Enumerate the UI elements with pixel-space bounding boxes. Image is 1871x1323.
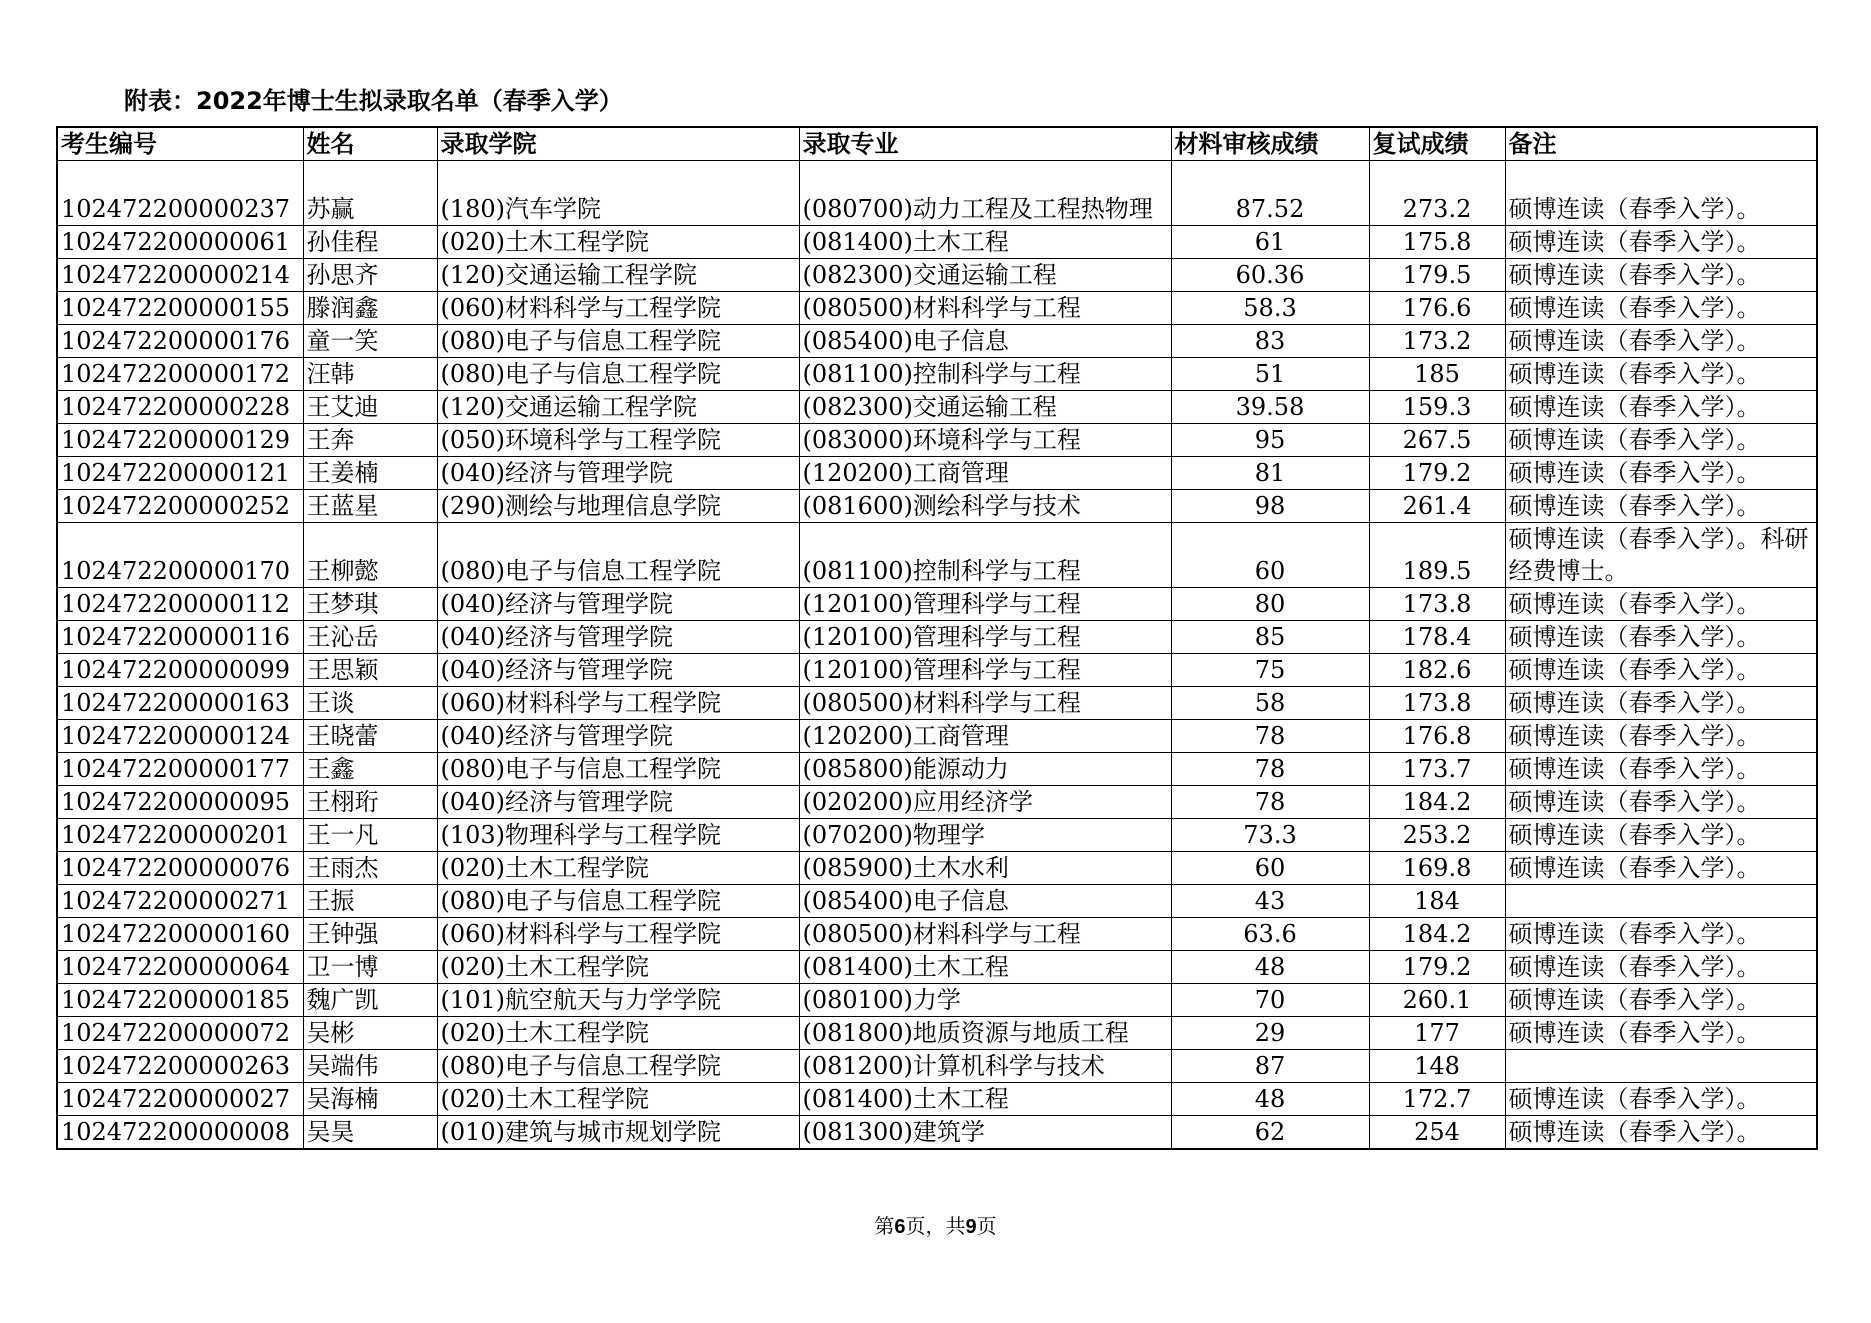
cell-major: (081200)计算机科学与技术: [799, 1050, 1171, 1083]
cell-name: 王梦琪: [303, 588, 437, 621]
cell-major: (081800)地质资源与地质工程: [799, 1017, 1171, 1050]
cell-name: 吴端伟: [303, 1050, 437, 1083]
cell-student-id: 102472200000271: [57, 885, 303, 918]
cell-major: (081600)测绘科学与技术: [799, 490, 1171, 523]
cell-remark: 硕博连读（春季入学）。: [1505, 490, 1817, 523]
cell-name: 孙思齐: [303, 259, 437, 292]
cell-major: (081100)控制科学与工程: [799, 523, 1171, 588]
cell-college: (060)材料科学与工程学院: [437, 292, 799, 325]
cell-interview-score: 254: [1369, 1116, 1505, 1150]
cell-material-score: 87.52: [1171, 161, 1369, 226]
cell-remark: 硕博连读（春季入学）。: [1505, 621, 1817, 654]
admission-table: [56, 126, 1818, 1150]
cell-remark: 硕博连读（春季入学）。: [1505, 852, 1817, 885]
cell-major: (085400)电子信息: [799, 325, 1171, 358]
table-row: [57, 654, 1817, 687]
table-row: [57, 885, 1817, 918]
cell-student-id: 102472200000252: [57, 490, 303, 523]
cell-material-score: 58.3: [1171, 292, 1369, 325]
cell-material-score: 48: [1171, 951, 1369, 984]
cell-major: (120100)管理科学与工程: [799, 654, 1171, 687]
cell-material-score: 43: [1171, 885, 1369, 918]
cell-major: (081400)土木工程: [799, 1083, 1171, 1116]
cell-student-id: 102472200000027: [57, 1083, 303, 1116]
cell-name: 汪韩: [303, 358, 437, 391]
cell-student-id: 102472200000008: [57, 1116, 303, 1150]
cell-interview-score: 184: [1369, 885, 1505, 918]
cell-college: (180)汽车学院: [437, 161, 799, 226]
cell-interview-score: 179.5: [1369, 259, 1505, 292]
cell-student-id: 102472200000099: [57, 654, 303, 687]
cell-interview-score: 173.8: [1369, 687, 1505, 720]
footer-total-pages: 9: [965, 1216, 977, 1238]
table-row: [57, 457, 1817, 490]
cell-college: (290)测绘与地理信息学院: [437, 490, 799, 523]
cell-major: (120100)管理科学与工程: [799, 588, 1171, 621]
cell-interview-score: 184.2: [1369, 786, 1505, 819]
cell-college: (020)土木工程学院: [437, 1017, 799, 1050]
cell-major: (081400)土木工程: [799, 226, 1171, 259]
cell-remark: 硕博连读（春季入学）。: [1505, 819, 1817, 852]
cell-major: (080500)材料科学与工程: [799, 292, 1171, 325]
cell-college: (060)材料科学与工程学院: [437, 687, 799, 720]
cell-college: (050)环境科学与工程学院: [437, 424, 799, 457]
cell-interview-score: 261.4: [1369, 490, 1505, 523]
cell-student-id: 102472200000064: [57, 951, 303, 984]
cell-interview-score: 267.5: [1369, 424, 1505, 457]
cell-remark: 硕博连读（春季入学）。: [1505, 720, 1817, 753]
table-row: [57, 720, 1817, 753]
cell-material-score: 58: [1171, 687, 1369, 720]
cell-name: 王蓝星: [303, 490, 437, 523]
cell-remark: 硕博连读（春季入学）。: [1505, 1116, 1817, 1150]
cell-major: (085400)电子信息: [799, 885, 1171, 918]
table-row: [57, 391, 1817, 424]
cell-interview-score: 176.6: [1369, 292, 1505, 325]
cell-student-id: 102472200000072: [57, 1017, 303, 1050]
cell-interview-score: 273.2: [1369, 161, 1505, 226]
cell-student-id: 102472200000185: [57, 984, 303, 1017]
table-row: [57, 1017, 1817, 1050]
page-footer: [0, 1212, 1871, 1241]
cell-name: 王栩珩: [303, 786, 437, 819]
column-header-remark: 备注: [1505, 127, 1817, 161]
cell-material-score: 63.6: [1171, 918, 1369, 951]
cell-college: (080)电子与信息工程学院: [437, 1050, 799, 1083]
cell-name: 王沁岳: [303, 621, 437, 654]
cell-material-score: 87: [1171, 1050, 1369, 1083]
cell-interview-score: 179.2: [1369, 951, 1505, 984]
cell-remark: 硕博连读（春季入学）。: [1505, 918, 1817, 951]
cell-major: (081100)控制科学与工程: [799, 358, 1171, 391]
column-header-major: 录取专业: [799, 127, 1171, 161]
cell-student-id: 102472200000177: [57, 753, 303, 786]
cell-college: (103)物理科学与工程学院: [437, 819, 799, 852]
cell-remark: 硕博连读（春季入学）。: [1505, 259, 1817, 292]
table-row: [57, 292, 1817, 325]
cell-name: 魏广凯: [303, 984, 437, 1017]
cell-material-score: 83: [1171, 325, 1369, 358]
cell-major: (081300)建筑学: [799, 1116, 1171, 1150]
cell-material-score: 48: [1171, 1083, 1369, 1116]
cell-remark: 硕博连读（春季入学）。: [1505, 753, 1817, 786]
table-row: [57, 1116, 1817, 1150]
cell-interview-score: 173.8: [1369, 588, 1505, 621]
table-body: [57, 161, 1817, 1150]
cell-interview-score: 176.8: [1369, 720, 1505, 753]
cell-student-id: 102472200000172: [57, 358, 303, 391]
table-row: [57, 424, 1817, 457]
cell-student-id: 102472200000121: [57, 457, 303, 490]
footer-middle: 页，共: [905, 1214, 966, 1238]
cell-major: (083000)环境科学与工程: [799, 424, 1171, 457]
cell-material-score: 51: [1171, 358, 1369, 391]
cell-interview-score: 173.2: [1369, 325, 1505, 358]
cell-material-score: 78: [1171, 786, 1369, 819]
cell-major: (020200)应用经济学: [799, 786, 1171, 819]
table-row: [57, 226, 1817, 259]
cell-remark: 硕博连读（春季入学）。: [1505, 984, 1817, 1017]
table-row: [57, 984, 1817, 1017]
cell-name: 王振: [303, 885, 437, 918]
cell-name: 童一笑: [303, 325, 437, 358]
table-row: [57, 786, 1817, 819]
table-row: [57, 621, 1817, 654]
table-row: [57, 753, 1817, 786]
table-row: [57, 358, 1817, 391]
column-header-name: 姓名: [303, 127, 437, 161]
cell-college: (040)经济与管理学院: [437, 654, 799, 687]
cell-interview-score: 172.7: [1369, 1083, 1505, 1116]
cell-material-score: 95: [1171, 424, 1369, 457]
cell-name: 王思颖: [303, 654, 437, 687]
cell-student-id: 102472200000112: [57, 588, 303, 621]
table-row: [57, 819, 1817, 852]
cell-remark: 硕博连读（春季入学）。: [1505, 457, 1817, 490]
cell-interview-score: 169.8: [1369, 852, 1505, 885]
cell-remark: 硕博连读（春季入学）。: [1505, 391, 1817, 424]
cell-remark: [1505, 885, 1817, 918]
cell-college: (080)电子与信息工程学院: [437, 523, 799, 588]
cell-name: 王雨杰: [303, 852, 437, 885]
cell-interview-score: 179.2: [1369, 457, 1505, 490]
table-header-row: [57, 127, 1817, 161]
cell-major: (085900)土木水利: [799, 852, 1171, 885]
cell-major: (080500)材料科学与工程: [799, 918, 1171, 951]
cell-material-score: 73.3: [1171, 819, 1369, 852]
cell-interview-score: 189.5: [1369, 523, 1505, 588]
cell-college: (010)建筑与城市规划学院: [437, 1116, 799, 1150]
footer-suffix: 页: [976, 1214, 997, 1238]
cell-remark: 硕博连读（春季入学）。: [1505, 687, 1817, 720]
cell-college: (040)经济与管理学院: [437, 588, 799, 621]
cell-major: (070200)物理学: [799, 819, 1171, 852]
cell-student-id: 102472200000061: [57, 226, 303, 259]
table-row: [57, 1050, 1817, 1083]
table-row: [57, 325, 1817, 358]
cell-college: (040)经济与管理学院: [437, 720, 799, 753]
cell-college: (040)经济与管理学院: [437, 457, 799, 490]
column-header-college: 录取学院: [437, 127, 799, 161]
cell-material-score: 29: [1171, 1017, 1369, 1050]
cell-remark: [1505, 1050, 1817, 1083]
cell-student-id: 102472200000228: [57, 391, 303, 424]
cell-interview-score: 184.2: [1369, 918, 1505, 951]
cell-student-id: 102472200000155: [57, 292, 303, 325]
table-row: [57, 951, 1817, 984]
cell-name: 王艾迪: [303, 391, 437, 424]
cell-material-score: 80: [1171, 588, 1369, 621]
cell-college: (020)土木工程学院: [437, 226, 799, 259]
cell-interview-score: 148: [1369, 1050, 1505, 1083]
cell-name: 王奔: [303, 424, 437, 457]
table-row: [57, 1083, 1817, 1116]
cell-student-id: 102472200000176: [57, 325, 303, 358]
page-title: 附表：2022年博士生拟录取名单（春季入学）: [124, 87, 623, 115]
cell-name: 滕润鑫: [303, 292, 437, 325]
cell-remark: 硕博连读（春季入学）。: [1505, 588, 1817, 621]
cell-material-score: 78: [1171, 720, 1369, 753]
cell-college: (080)电子与信息工程学院: [437, 358, 799, 391]
cell-name: 王姜楠: [303, 457, 437, 490]
table-row: [57, 852, 1817, 885]
cell-name: 苏赢: [303, 161, 437, 226]
cell-college: (020)土木工程学院: [437, 1083, 799, 1116]
table-row: [57, 259, 1817, 292]
cell-student-id: 102472200000129: [57, 424, 303, 457]
cell-college: (040)经济与管理学院: [437, 786, 799, 819]
cell-name: 吴昊: [303, 1116, 437, 1150]
table-row: [57, 523, 1817, 588]
cell-name: 孙佳程: [303, 226, 437, 259]
cell-interview-score: 173.7: [1369, 753, 1505, 786]
cell-material-score: 78: [1171, 753, 1369, 786]
cell-student-id: 102472200000214: [57, 259, 303, 292]
table-row: [57, 161, 1817, 226]
table-row: [57, 588, 1817, 621]
cell-student-id: 102472200000076: [57, 852, 303, 885]
cell-interview-score: 178.4: [1369, 621, 1505, 654]
cell-remark: 硕博连读（春季入学）。: [1505, 951, 1817, 984]
cell-student-id: 102472200000160: [57, 918, 303, 951]
cell-major: (120100)管理科学与工程: [799, 621, 1171, 654]
cell-material-score: 60: [1171, 523, 1369, 588]
cell-college: (080)电子与信息工程学院: [437, 753, 799, 786]
cell-material-score: 81: [1171, 457, 1369, 490]
cell-college: (080)电子与信息工程学院: [437, 325, 799, 358]
cell-interview-score: 175.8: [1369, 226, 1505, 259]
table-row: [57, 687, 1817, 720]
cell-name: 卫一博: [303, 951, 437, 984]
column-header-interview-score: 复试成绩: [1369, 127, 1505, 161]
cell-college: (020)土木工程学院: [437, 852, 799, 885]
cell-major: (085800)能源动力: [799, 753, 1171, 786]
cell-major: (081400)土木工程: [799, 951, 1171, 984]
cell-remark: 硕博连读（春季入学）。: [1505, 1083, 1817, 1116]
cell-major: (080700)动力工程及工程热物理: [799, 161, 1171, 226]
cell-student-id: 102472200000163: [57, 687, 303, 720]
cell-material-score: 98: [1171, 490, 1369, 523]
table-row: [57, 490, 1817, 523]
cell-name: 吴彬: [303, 1017, 437, 1050]
cell-name: 王钟强: [303, 918, 437, 951]
cell-major: (082300)交通运输工程: [799, 259, 1171, 292]
cell-material-score: 70: [1171, 984, 1369, 1017]
cell-student-id: 102472200000237: [57, 161, 303, 226]
cell-name: 王晓蕾: [303, 720, 437, 753]
cell-student-id: 102472200000095: [57, 786, 303, 819]
cell-student-id: 102472200000170: [57, 523, 303, 588]
cell-material-score: 60: [1171, 852, 1369, 885]
cell-major: (080500)材料科学与工程: [799, 687, 1171, 720]
cell-interview-score: 185: [1369, 358, 1505, 391]
cell-remark: 硕博连读（春季入学）。科研经费博士。: [1505, 523, 1817, 588]
table-row: [57, 918, 1817, 951]
cell-college: (060)材料科学与工程学院: [437, 918, 799, 951]
cell-remark: 硕博连读（春季入学）。: [1505, 325, 1817, 358]
cell-name: 王鑫: [303, 753, 437, 786]
cell-college: (040)经济与管理学院: [437, 621, 799, 654]
cell-student-id: 102472200000124: [57, 720, 303, 753]
cell-material-score: 85: [1171, 621, 1369, 654]
cell-remark: 硕博连读（春季入学）。: [1505, 292, 1817, 325]
cell-interview-score: 260.1: [1369, 984, 1505, 1017]
cell-college: (120)交通运输工程学院: [437, 391, 799, 424]
cell-material-score: 60.36: [1171, 259, 1369, 292]
footer-current-page: 6: [894, 1216, 906, 1238]
cell-material-score: 62: [1171, 1116, 1369, 1150]
cell-name: 吴海楠: [303, 1083, 437, 1116]
cell-name: 王柳懿: [303, 523, 437, 588]
cell-remark: 硕博连读（春季入学）。: [1505, 358, 1817, 391]
cell-student-id: 102472200000201: [57, 819, 303, 852]
cell-material-score: 39.58: [1171, 391, 1369, 424]
cell-remark: 硕博连读（春季入学）。: [1505, 424, 1817, 457]
cell-remark: 硕博连读（春季入学）。: [1505, 226, 1817, 259]
cell-interview-score: 159.3: [1369, 391, 1505, 424]
cell-remark: 硕博连读（春季入学）。: [1505, 1017, 1817, 1050]
cell-college: (080)电子与信息工程学院: [437, 885, 799, 918]
cell-interview-score: 177: [1369, 1017, 1505, 1050]
cell-interview-score: 182.6: [1369, 654, 1505, 687]
cell-student-id: 102472200000116: [57, 621, 303, 654]
cell-remark: 硕博连读（春季入学）。: [1505, 161, 1817, 226]
cell-material-score: 75: [1171, 654, 1369, 687]
cell-major: (120200)工商管理: [799, 720, 1171, 753]
cell-major: (080100)力学: [799, 984, 1171, 1017]
cell-material-score: 61: [1171, 226, 1369, 259]
footer-prefix: 第: [874, 1214, 895, 1238]
cell-remark: 硕博连读（春季入学）。: [1505, 654, 1817, 687]
cell-interview-score: 253.2: [1369, 819, 1505, 852]
cell-name: 王谈: [303, 687, 437, 720]
cell-college: (120)交通运输工程学院: [437, 259, 799, 292]
cell-college: (020)土木工程学院: [437, 951, 799, 984]
cell-major: (082300)交通运输工程: [799, 391, 1171, 424]
cell-student-id: 102472200000263: [57, 1050, 303, 1083]
column-header-id: 考生编号: [57, 127, 303, 161]
cell-college: (101)航空航天与力学学院: [437, 984, 799, 1017]
cell-name: 王一凡: [303, 819, 437, 852]
cell-major: (120200)工商管理: [799, 457, 1171, 490]
cell-remark: 硕博连读（春季入学）。: [1505, 786, 1817, 819]
column-header-material-score: 材料审核成绩: [1171, 127, 1369, 161]
